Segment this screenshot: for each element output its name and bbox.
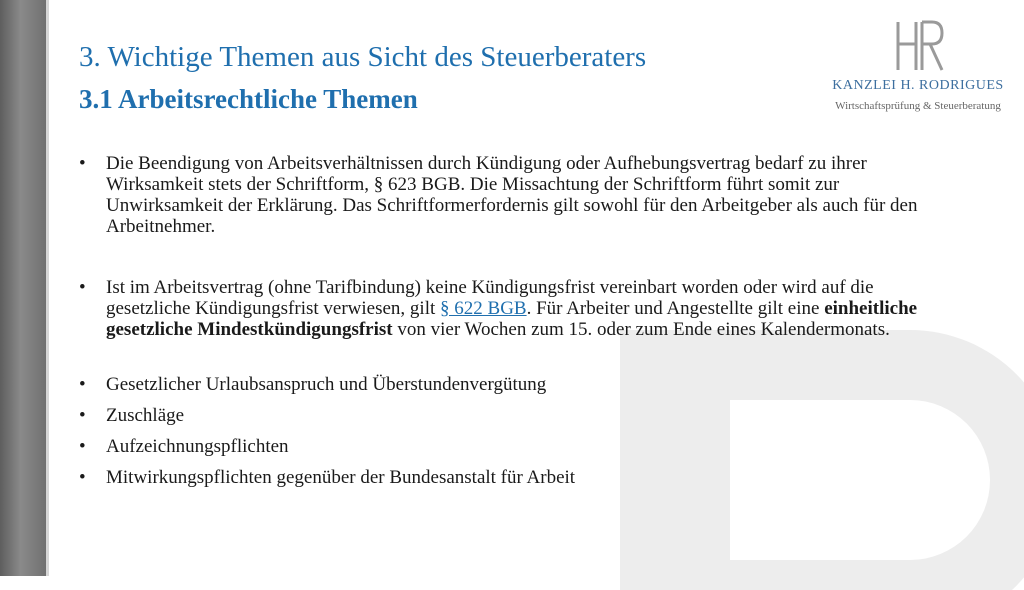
bullet-text-part1: Ist im Arbeitsvertrag (ohne Tarifbindung) keine Kündigungsfrist vereinbart worden oder wird auf die gesetzliche Kündigungsfrist verwiesen, gilt [106,277,874,319]
bullet-item-kuendigungsfrist [79,277,959,340]
bullet-icon: • [79,153,86,174]
bullet-icon: • [79,467,86,488]
bullet-text: Mitwirkungspflichten gegenüber der Bundesanstalt für Arbeit [106,467,576,488]
bullet-item-urlaub [79,374,959,395]
bullet-text-bold: einheitliche gesetzliche Mindestkündigungsfrist [106,298,918,340]
bullet-icon: • [79,436,86,457]
bullet-item-aufzeichnung [79,436,959,457]
bullet-text: Die Beendigung von Arbeitsverhältnissen durch Kündigung oder Aufhebungsvertrag bedarf zu ihrer Wirksamkeit stets der Schriftform, § 623 BGB. Die Missachtung der Schriftform führt somit zur Unwirksamkeit der Erklärung. Das Schriftformerfordernis gilt sowohl für den Arbeitgeber als auch für den Arbeitnehmer. [106,153,918,237]
bullet-text: Aufzeichnungspflichten [106,436,289,457]
bullet-text-part2: . Für Arbeiter und Angestellte gilt eine [526,298,825,319]
bgb-622-link[interactable]: § 622 BGB [440,298,527,319]
logo-tagline: Wirtschaftsprüfung & Steuerberatung [835,100,1001,112]
bullet-text: Zuschläge [106,405,185,426]
bullet-item-mitwirkung [79,467,959,488]
left-sidebar-edge [46,0,49,576]
bullet-list [79,153,959,498]
bullet-icon: • [79,277,86,298]
bullet-icon: • [79,405,86,426]
hr-monogram-icon [890,18,946,74]
left-sidebar-bar [0,0,46,576]
bullet-text-part3: von vier Wochen zum 15. oder zum Ende eines Kalendermonats. [392,319,890,340]
bullet-text: Gesetzlicher Urlaubsanspruch und Überstundenvergütung [106,374,547,395]
company-logo [828,18,1008,118]
slide-title: 3. Wichtige Themen aus Sicht des Steuerberaters [79,41,647,73]
bullet-icon: • [79,374,86,395]
bullet-item-zuschlaege [79,405,959,426]
logo-name: KANZLEI H. RODRIGUES [832,78,1004,93]
slide-subtitle: 3.1 Arbeitsrechtliche Themen [79,84,418,114]
bullet-item-schriftform [79,153,959,237]
